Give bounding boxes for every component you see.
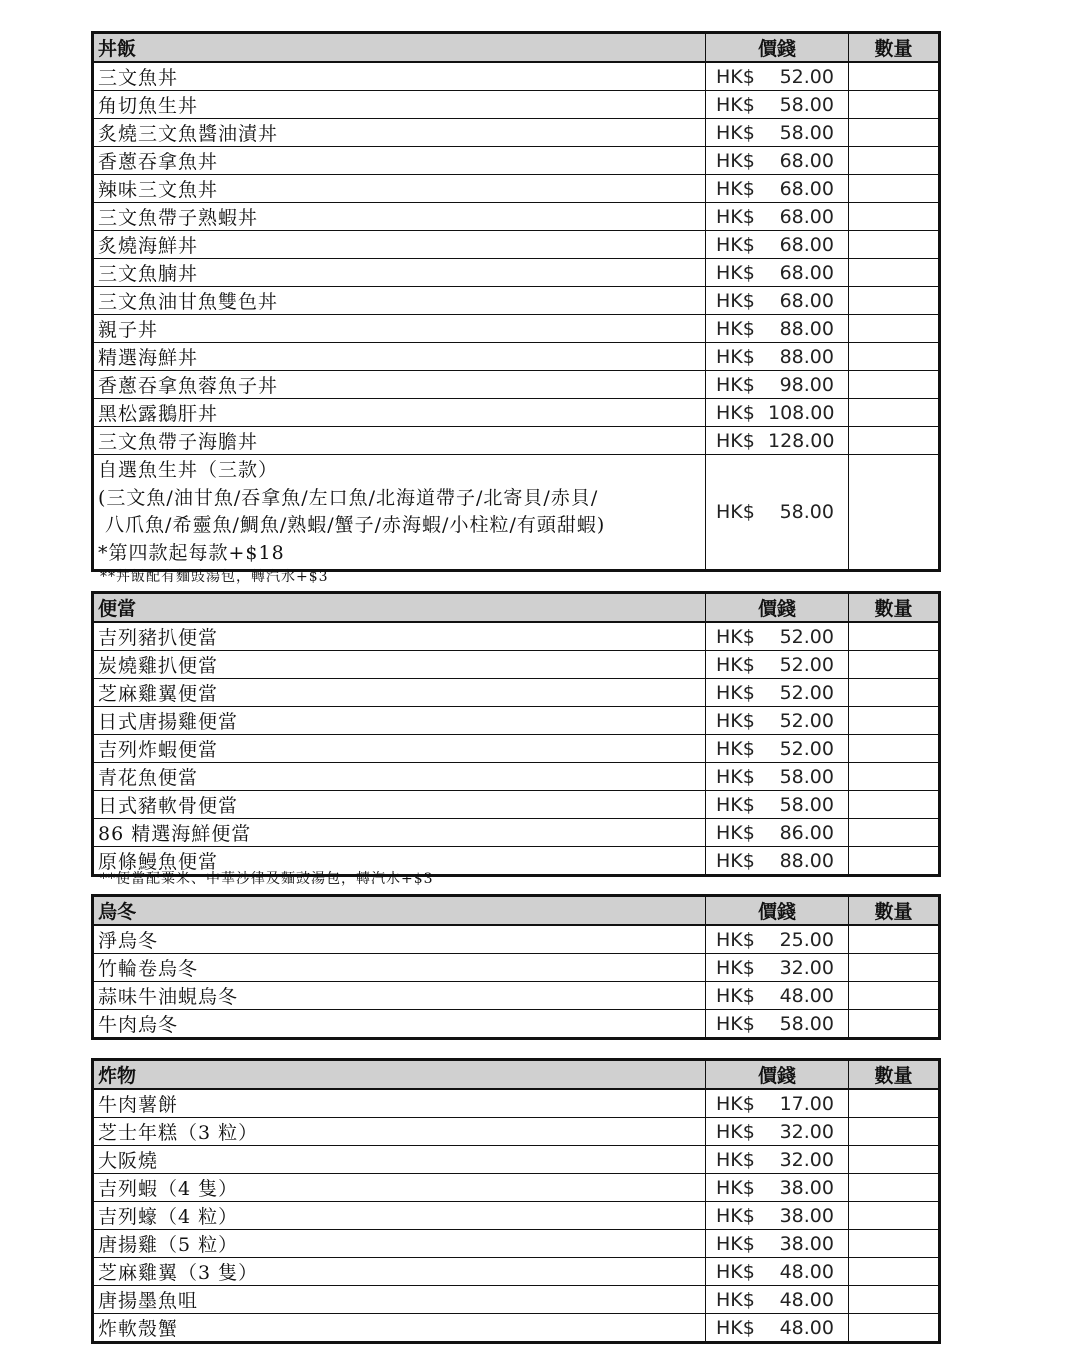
table-row <box>93 1314 940 1343</box>
quantity-cell[interactable] <box>849 399 940 427</box>
table-row <box>93 1146 940 1174</box>
currency: HK$ <box>716 233 755 256</box>
item-name: 親子丼 <box>93 315 706 343</box>
quantity-header: 數量 <box>849 33 940 63</box>
bento-note: **便當配粟米、中華沙律及麵豉湯包，轉汽水+$3 <box>100 871 434 887</box>
item-name: 唐揚雞（5 粒） <box>93 1230 706 1258</box>
price-cell <box>706 427 849 455</box>
price-cell <box>706 119 849 147</box>
item-name: 大阪燒 <box>93 1146 706 1174</box>
item-name: 炙燒三文魚醬油漬丼 <box>93 119 706 147</box>
custom-line: (三文魚/油甘魚/吞拿魚/左口魚/北海道帶子/北寄貝/赤貝/ <box>98 486 599 509</box>
price-cell <box>706 1089 849 1118</box>
quantity-cell[interactable] <box>849 231 940 259</box>
donburi-table <box>91 31 941 572</box>
item-name: 蒜味牛油蜆烏冬 <box>93 982 706 1010</box>
currency: HK$ <box>716 709 755 732</box>
fried-table <box>91 1058 941 1344</box>
quantity-cell[interactable] <box>849 1089 940 1118</box>
price-cell <box>706 1010 849 1039</box>
price-cell <box>706 622 849 651</box>
price-cell <box>706 203 849 231</box>
item-name: 炙燒海鮮丼 <box>93 231 706 259</box>
quantity-cell[interactable] <box>849 954 940 982</box>
price-amount: 52.00 <box>779 681 834 704</box>
quantity-cell[interactable] <box>849 791 940 819</box>
currency: HK$ <box>716 149 755 172</box>
item-name: 吉列豬扒便當 <box>93 622 706 651</box>
quantity-cell[interactable] <box>849 1314 940 1343</box>
quantity-cell[interactable] <box>849 982 940 1010</box>
price-cell <box>706 343 849 371</box>
price-amount: 48.00 <box>779 1316 834 1339</box>
price-header: 價錢 <box>706 1060 849 1090</box>
currency: HK$ <box>716 956 755 979</box>
currency: HK$ <box>716 765 755 788</box>
table-row <box>93 622 940 651</box>
quantity-cell[interactable] <box>849 455 940 571</box>
price-amount: 32.00 <box>779 956 834 979</box>
table-row-custom <box>93 455 940 571</box>
quantity-cell[interactable] <box>849 819 940 847</box>
quantity-cell[interactable] <box>849 1286 940 1314</box>
quantity-cell[interactable] <box>849 1258 940 1286</box>
quantity-cell[interactable] <box>849 735 940 763</box>
currency: HK$ <box>716 1232 755 1255</box>
price-cell <box>706 371 849 399</box>
quantity-cell[interactable] <box>849 763 940 791</box>
item-name: 竹輪卷烏冬 <box>93 954 706 982</box>
price-amount: 68.00 <box>779 205 834 228</box>
item-name: 牛肉薯餅 <box>93 1089 706 1118</box>
price-amount: 38.00 <box>779 1176 834 1199</box>
item-name: 香蔥吞拿魚丼 <box>93 147 706 175</box>
item-name: 吉列蠔（4 粒） <box>93 1202 706 1230</box>
currency: HK$ <box>716 261 755 284</box>
item-name: 三文魚丼 <box>93 62 706 91</box>
quantity-cell[interactable] <box>849 119 940 147</box>
price-amount: 32.00 <box>779 1148 834 1171</box>
table-row <box>93 259 940 287</box>
price-cell <box>706 1174 849 1202</box>
item-name: 三文魚帶子海膽丼 <box>93 427 706 455</box>
quantity-cell[interactable] <box>849 1010 940 1039</box>
price-header: 價錢 <box>706 33 849 63</box>
price-amount: 68.00 <box>779 289 834 312</box>
price-cell <box>706 231 849 259</box>
price-amount: 25.00 <box>779 928 834 951</box>
section-title: 炸物 <box>93 1060 706 1090</box>
table-row <box>93 91 940 119</box>
table-row <box>93 763 940 791</box>
custom-line: 八爪魚/希靈魚/鯛魚/熟蝦/蟹子/赤海蝦/小柱粒/有頭甜蝦) <box>98 514 606 536</box>
udon-table <box>91 894 941 1040</box>
item-name: 黑松露鵝肝丼 <box>93 399 706 427</box>
table-row <box>93 954 940 982</box>
table-row <box>93 343 940 371</box>
table-row <box>93 203 940 231</box>
currency: HK$ <box>716 373 755 396</box>
quantity-header: 數量 <box>849 896 940 926</box>
quantity-cell[interactable] <box>849 651 940 679</box>
table-row <box>93 1174 940 1202</box>
price-cell <box>706 651 849 679</box>
table-row <box>93 1118 940 1146</box>
currency: HK$ <box>716 653 755 676</box>
currency: HK$ <box>716 984 755 1007</box>
quantity-cell[interactable] <box>849 91 940 119</box>
table-row <box>93 1230 940 1258</box>
item-name: 牛肉烏冬 <box>93 1010 706 1039</box>
price-cell <box>706 707 849 735</box>
quantity-cell[interactable] <box>849 259 940 287</box>
table-row <box>93 1089 940 1118</box>
price-amount: 108.00 <box>768 401 835 424</box>
quantity-cell[interactable] <box>849 203 940 231</box>
item-name: 青花魚便當 <box>93 763 706 791</box>
price-amount: 98.00 <box>779 373 834 396</box>
table-row <box>93 231 940 259</box>
currency: HK$ <box>716 429 755 452</box>
price-amount: 52.00 <box>779 625 834 648</box>
table-row <box>93 427 940 455</box>
custom-donburi-description <box>93 455 706 571</box>
price-amount: 52.00 <box>779 653 834 676</box>
item-name: 辣味三文魚丼 <box>93 175 706 203</box>
item-name: 日式唐揚雞便當 <box>93 707 706 735</box>
currency: HK$ <box>716 121 755 144</box>
item-name: 炸軟殼蟹 <box>93 1314 706 1343</box>
price-amount: 32.00 <box>779 1120 834 1143</box>
price-cell <box>706 1258 849 1286</box>
table-row <box>93 819 940 847</box>
currency: HK$ <box>716 501 755 523</box>
price-cell <box>706 175 849 203</box>
section-title: 丼飯 <box>93 33 706 63</box>
price-cell <box>706 287 849 315</box>
price-amount: 17.00 <box>779 1092 834 1115</box>
quantity-cell[interactable] <box>849 427 940 455</box>
item-name: 三文魚腩丼 <box>93 259 706 287</box>
custom-line: 自選魚生丼（三款） <box>98 459 279 481</box>
price-amount: 48.00 <box>779 1288 834 1311</box>
currency: HK$ <box>716 737 755 760</box>
table-row <box>93 707 940 735</box>
table-row <box>93 791 940 819</box>
price-amount: 128.00 <box>768 429 835 452</box>
table-row <box>93 315 940 343</box>
price-amount: 58.00 <box>779 793 834 816</box>
quantity-cell[interactable] <box>849 679 940 707</box>
currency: HK$ <box>716 317 755 340</box>
price-cell <box>706 1230 849 1258</box>
table-header-row <box>93 896 940 926</box>
price-cell <box>706 399 849 427</box>
table-row <box>93 119 940 147</box>
table-row <box>93 982 940 1010</box>
currency: HK$ <box>716 1316 755 1339</box>
table-row <box>93 679 940 707</box>
price-cell <box>706 1118 849 1146</box>
table-header-row <box>93 1060 940 1090</box>
price-amount: 48.00 <box>779 1260 834 1283</box>
currency: HK$ <box>716 1260 755 1283</box>
table-row <box>93 925 940 954</box>
quantity-header: 數量 <box>849 593 940 623</box>
table-row <box>93 399 940 427</box>
price-amount: 58.00 <box>779 765 834 788</box>
table-row <box>93 1202 940 1230</box>
quantity-cell[interactable] <box>849 1202 940 1230</box>
price-amount: 48.00 <box>779 984 834 1007</box>
section-title: 烏冬 <box>93 896 706 926</box>
price-cell <box>706 982 849 1010</box>
price-amount: 68.00 <box>779 261 834 284</box>
bento-table <box>91 591 941 877</box>
currency: HK$ <box>716 1288 755 1311</box>
price-cell <box>706 925 849 954</box>
price-amount: 88.00 <box>779 317 834 340</box>
currency: HK$ <box>716 1012 755 1035</box>
quantity-cell[interactable] <box>849 343 940 371</box>
donburi-note: **丼飯配有麵豉湯包，轉汽水+$3 <box>100 569 329 585</box>
quantity-cell[interactable] <box>849 1230 940 1258</box>
currency: HK$ <box>716 205 755 228</box>
price-cell <box>706 1202 849 1230</box>
price-amount: 88.00 <box>779 849 834 872</box>
currency: HK$ <box>716 65 755 88</box>
item-name: 原條鰻魚便當 <box>93 847 706 876</box>
item-name: 吉列蝦（4 隻） <box>93 1174 706 1202</box>
price-amount: 88.00 <box>779 345 834 368</box>
table-row <box>93 1286 940 1314</box>
quantity-cell[interactable] <box>849 707 940 735</box>
price-amount: 38.00 <box>779 1204 834 1227</box>
item-name: 芝麻雞翼（3 隻） <box>93 1258 706 1286</box>
price-cell <box>706 315 849 343</box>
currency: HK$ <box>716 821 755 844</box>
table-row <box>93 735 940 763</box>
quantity-cell[interactable] <box>849 622 940 651</box>
price-cell <box>706 763 849 791</box>
quantity-cell[interactable] <box>849 847 940 876</box>
item-name: 香蔥吞拿魚蓉魚子丼 <box>93 371 706 399</box>
quantity-cell[interactable] <box>849 147 940 175</box>
price-cell <box>706 735 849 763</box>
item-name: 日式豬軟骨便當 <box>93 791 706 819</box>
table-row <box>93 147 940 175</box>
currency: HK$ <box>716 625 755 648</box>
price-cell <box>706 679 849 707</box>
price-amount: 58.00 <box>779 501 834 523</box>
price-cell <box>706 847 849 876</box>
price-header: 價錢 <box>706 896 849 926</box>
table-row <box>93 1010 940 1039</box>
item-name: 精選海鮮丼 <box>93 343 706 371</box>
table-row <box>93 371 940 399</box>
item-name: 三文魚油甘魚雙色丼 <box>93 287 706 315</box>
price-amount: 58.00 <box>779 93 834 116</box>
item-name: 炭燒雞扒便當 <box>93 651 706 679</box>
currency: HK$ <box>716 928 755 951</box>
price-cell <box>706 1286 849 1314</box>
price-cell <box>706 1314 849 1343</box>
quantity-cell[interactable] <box>849 1174 940 1202</box>
item-name: 芝麻雞翼便當 <box>93 679 706 707</box>
quantity-cell[interactable] <box>849 175 940 203</box>
currency: HK$ <box>716 681 755 704</box>
price-cell <box>706 1146 849 1174</box>
currency: HK$ <box>716 289 755 312</box>
item-name: 唐揚墨魚咀 <box>93 1286 706 1314</box>
quantity-cell[interactable] <box>849 925 940 954</box>
quantity-cell[interactable] <box>849 371 940 399</box>
table-row <box>93 62 940 91</box>
table-row <box>93 1258 940 1286</box>
quantity-header: 數量 <box>849 1060 940 1090</box>
price-cell <box>706 954 849 982</box>
currency: HK$ <box>716 1148 755 1171</box>
price-amount: 86.00 <box>779 821 834 844</box>
price-amount: 52.00 <box>779 65 834 88</box>
price-cell <box>706 147 849 175</box>
price-amount: 58.00 <box>779 1012 834 1035</box>
section-title: 便當 <box>93 593 706 623</box>
item-name: 86 精選海鮮便當 <box>93 819 706 847</box>
price-cell <box>706 62 849 91</box>
price-cell <box>706 819 849 847</box>
currency: HK$ <box>716 1204 755 1227</box>
price-amount: 68.00 <box>779 233 834 256</box>
currency: HK$ <box>716 793 755 816</box>
quantity-cell[interactable] <box>849 315 940 343</box>
item-name: 淨烏冬 <box>93 925 706 954</box>
currency: HK$ <box>716 849 755 872</box>
item-name: 三文魚帶子熟蝦丼 <box>93 203 706 231</box>
currency: HK$ <box>716 177 755 200</box>
quantity-cell[interactable] <box>849 62 940 91</box>
item-name: 吉列炸蝦便當 <box>93 735 706 763</box>
table-row <box>93 651 940 679</box>
item-name: 角切魚生丼 <box>93 91 706 119</box>
price-amount: 68.00 <box>779 149 834 172</box>
price-amount: 52.00 <box>779 709 834 732</box>
currency: HK$ <box>716 1176 755 1199</box>
custom-line: *第四款起每款+$18 <box>98 541 285 564</box>
currency: HK$ <box>716 1120 755 1143</box>
item-name: 芝士年糕（3 粒） <box>93 1118 706 1146</box>
price-amount: 58.00 <box>779 121 834 144</box>
quantity-cell[interactable] <box>849 287 940 315</box>
price-cell <box>706 91 849 119</box>
table-row <box>93 287 940 315</box>
price-amount: 52.00 <box>779 737 834 760</box>
currency: HK$ <box>716 401 755 424</box>
price-cell <box>706 259 849 287</box>
price-cell <box>706 791 849 819</box>
table-row <box>93 175 940 203</box>
table-header-row <box>93 593 940 623</box>
currency: HK$ <box>716 1092 755 1115</box>
price-amount: 38.00 <box>779 1232 834 1255</box>
table-header-row <box>93 33 940 63</box>
currency: HK$ <box>716 93 755 116</box>
price-amount: 68.00 <box>779 177 834 200</box>
currency: HK$ <box>716 345 755 368</box>
price-header: 價錢 <box>706 593 849 623</box>
quantity-cell[interactable] <box>849 1118 940 1146</box>
quantity-cell[interactable] <box>849 1146 940 1174</box>
price-cell <box>706 455 849 571</box>
